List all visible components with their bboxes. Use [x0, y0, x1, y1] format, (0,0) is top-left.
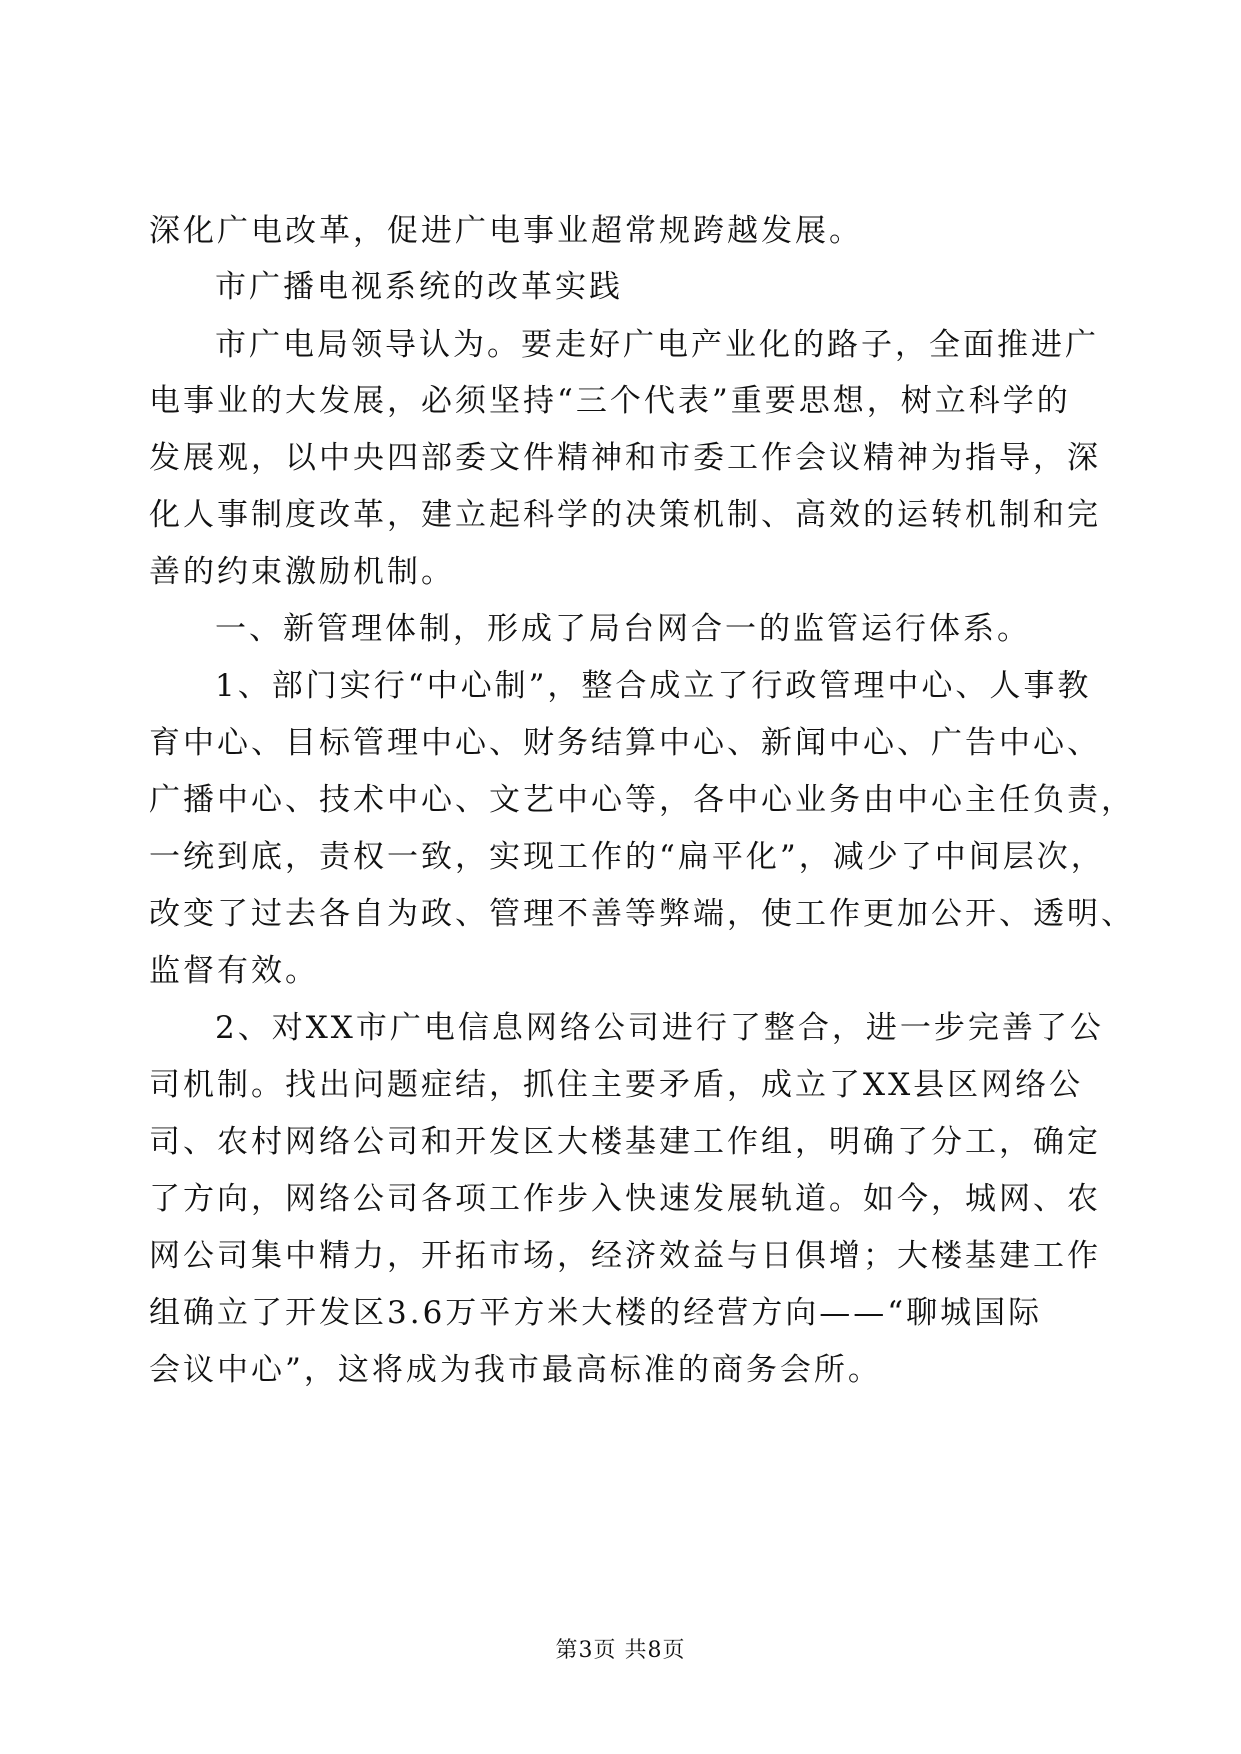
text-line: 育中心、目标管理中心、财务结算中心、新闻中心、广告中心、 [149, 725, 1101, 761]
text-line: 市广电局领导认为。要走好广电产业化的路子，全面推进广 [215, 327, 1099, 363]
text-line: 司机制。找出问题症结，抓住主要矛盾，成立了XX县区网络公 [149, 1067, 1084, 1103]
text-line: 2、对XX市广电信息网络公司进行了整合，进一步完善了公 [215, 1010, 1104, 1046]
text-line: 发展观，以中央四部委文件精神和市委工作会议精神为指导，深 [149, 440, 1101, 476]
section-heading: 市广播电视系统的改革实践 [215, 269, 623, 305]
section-heading: 一、新管理体制，形成了局台网合一的监管运行体系。 [215, 611, 1031, 647]
page-number: 第3页 共8页 [555, 1638, 686, 1663]
text-line: 司、农村网络公司和开发区大楼基建工作组，明确了分工，确定 [149, 1124, 1101, 1160]
text-line: 电事业的大发展，必须坚持“三个代表”重要思想，树立科学的 [149, 383, 1071, 419]
text-line: 1、部门实行“中心制”，整合成立了行政管理中心、人事教 [215, 668, 1092, 704]
text-line: 深化广电改革，促进广电事业超常规跨越发展。 [149, 213, 863, 249]
text-line: 一统到底，责权一致，实现工作的“扁平化”，减少了中间层次， [149, 839, 1105, 875]
text-line: 会议中心”，这将成为我市最高标准的商务会所。 [149, 1352, 882, 1388]
text-line: 了方向，网络公司各项工作步入快速发展轨道。如今，城网、农 [149, 1181, 1101, 1217]
text-line: 化人事制度改革，建立起科学的决策机制、高效的运转机制和完 [149, 497, 1101, 533]
text-line: 组确立了开发区3.6万平方米大楼的经营方向——“聊城国际 [149, 1295, 1043, 1331]
text-line: 监督有效。 [149, 953, 319, 989]
text-line: 善的约束激励机制。 [149, 554, 455, 590]
text-line: 改变了过去各自为政、管理不善等弊端，使工作更加公开、透明、 [149, 896, 1135, 932]
text-line: 广播中心、技术中心、文艺中心等，各中心业务由中心主任负责， [149, 782, 1135, 818]
text-line: 网公司集中精力，开拓市场，经济效益与日俱增；大楼基建工作 [149, 1238, 1101, 1274]
